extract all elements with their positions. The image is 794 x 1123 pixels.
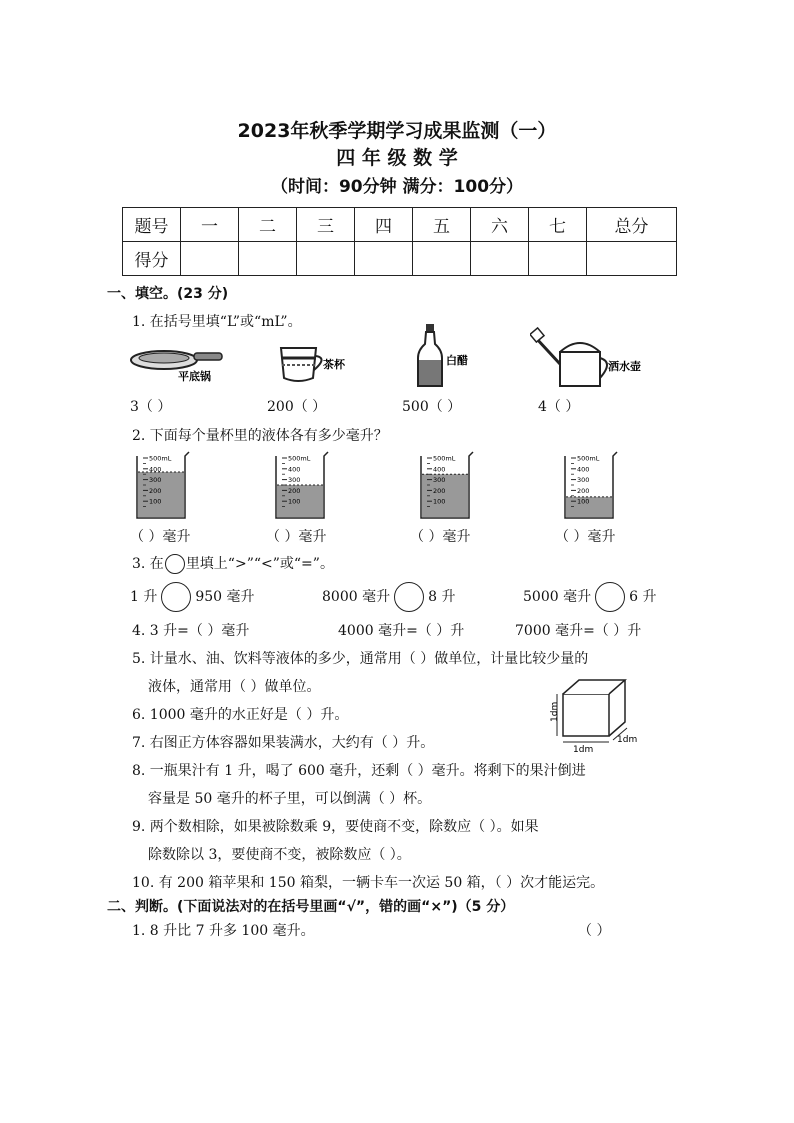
cup-tick-label: 400 <box>288 465 301 474</box>
score-input-cell[interactable] <box>413 242 471 276</box>
score-input-cell[interactable] <box>297 242 355 276</box>
cube-height-label: 1dm <box>550 701 560 722</box>
cup-tick-label: 200 <box>288 486 301 495</box>
compare-circle[interactable] <box>595 582 625 612</box>
q4-item-1[interactable]: 4. 3 升=（ ）毫升 <box>132 623 250 639</box>
teacup-icon <box>276 340 356 386</box>
cup-tick-label: 200 <box>433 486 446 495</box>
q10[interactable]: 10. 有 200 箱苹果和 150 箱梨，一辆卡车一次运 50 箱，（ ）次才能运完。 <box>132 875 605 891</box>
cup-tick-label: 300 <box>288 476 301 485</box>
cup-tick-label: 300 <box>149 476 162 485</box>
score-cell: 二 <box>239 208 297 242</box>
q9-line1[interactable]: 9. 两个数相除，如果被除数乘 9，要使商不变，除数应（ ）。如果 <box>132 819 539 835</box>
q8-line1[interactable]: 8. 一瓶果汁有 1 升，喝了 600 毫升，还剩（ ）毫升。将剩下的果汁倒进 <box>132 763 586 779</box>
cup-tick-label: 400 <box>149 465 162 474</box>
q2-answer-1[interactable]: （ ）毫升 <box>130 529 191 545</box>
q5-line2[interactable]: 液体，通常用（ ）做单位。 <box>148 679 321 695</box>
q3-item-1 <box>130 582 255 612</box>
cup-tick-label: 100 <box>433 497 446 506</box>
q1-answer-3[interactable]: 500（ ） <box>402 399 462 415</box>
score-input-cell[interactable] <box>587 242 677 276</box>
score-cell: 一 <box>181 208 239 242</box>
score-table-score-row <box>123 242 677 276</box>
vinegar-label: 白醋 <box>446 354 468 367</box>
cube-depth-label: 1dm <box>617 735 638 745</box>
s2-q1: 1. 8 升比 7 升多 100 毫升。 <box>132 923 315 939</box>
q3-left: 1 升 <box>130 589 158 605</box>
score-cell: 总分 <box>587 208 677 242</box>
measuring-cup-2 <box>272 446 332 522</box>
q1-answer-4[interactable]: 4（ ） <box>538 399 580 415</box>
compare-circle[interactable] <box>161 582 191 612</box>
watering-can-icon <box>530 326 660 390</box>
watering-can-label: 洒水壶 <box>608 360 641 373</box>
q3-left: 5000 毫升 <box>523 589 592 605</box>
score-cell: 题号 <box>123 208 181 242</box>
frying-pan-icon <box>128 338 228 386</box>
cup-tick-label: 500mL <box>149 454 172 463</box>
q1-answer-2[interactable]: 200（ ） <box>267 399 327 415</box>
cup-tick-label: 100 <box>149 497 162 506</box>
section2-heading: 二、判断。(下面说法对的在括号里画“√”，错的画“×”)（5 分） <box>107 899 515 915</box>
score-input-cell[interactable] <box>529 242 587 276</box>
q1-answer-1[interactable]: 3（ ） <box>130 399 172 415</box>
q4-item-3[interactable]: 7000 毫升=（ ）升 <box>515 623 642 639</box>
score-cell: 七 <box>529 208 587 242</box>
score-cell: 五 <box>413 208 471 242</box>
q3-right: 6 升 <box>629 589 657 605</box>
q3-stem-a: 3. 在 <box>132 556 164 572</box>
measuring-cup-1 <box>133 446 193 522</box>
q7[interactable]: 7. 右图正方体容器如果装满水，大约有（ ）升。 <box>132 735 435 751</box>
score-cell: 得分 <box>123 242 181 276</box>
q3-right: 8 升 <box>428 589 456 605</box>
q3-item-2 <box>322 582 455 612</box>
exam-subtitle: 四 年 级 数 学 <box>336 147 458 169</box>
cup-tick-label: 500mL <box>288 454 311 463</box>
q8-line2[interactable]: 容量是 50 毫升的杯子里，可以倒满（ ）杯。 <box>148 791 432 807</box>
cup-tick-label: 400 <box>577 465 590 474</box>
cup-tick-label: 100 <box>577 497 590 506</box>
q1-stem: 1. 在括号里填“L”或“mL”。 <box>132 314 302 330</box>
q5-line1[interactable]: 5. 计量水、油、饮料等液体的多少，通常用（ ）做单位，计量比较少量的 <box>132 651 589 667</box>
s2-q1-bracket[interactable]: （ ） <box>578 923 611 939</box>
q2-answer-4[interactable]: （ ）毫升 <box>555 529 616 545</box>
score-input-cell[interactable] <box>471 242 529 276</box>
measuring-cup-3 <box>417 446 477 522</box>
q2-answer-3[interactable]: （ ）毫升 <box>410 529 471 545</box>
cup-tick-label: 200 <box>577 486 590 495</box>
exam-title: 2023年秋季学期学习成果监测（一） <box>237 120 557 142</box>
q3-stem-b: 里填上“>”“<”或“=”。 <box>185 556 334 572</box>
cup-tick-label: 500mL <box>577 454 600 463</box>
frying-pan-label: 平底锅 <box>178 370 211 383</box>
cup-tick-label: 200 <box>149 486 162 495</box>
exam-time-score: （时间：90分钟 满分：100分） <box>270 177 524 197</box>
q4-item-2[interactable]: 4000 毫升=（ ）升 <box>338 623 465 639</box>
q2-stem: 2. 下面每个量杯里的液体各有多少毫升？ <box>132 428 388 444</box>
score-cell: 四 <box>355 208 413 242</box>
score-cell: 六 <box>471 208 529 242</box>
q6[interactable]: 6. 1000 毫升的水正好是（ ）升。 <box>132 707 349 723</box>
q3-item-3 <box>523 582 656 612</box>
score-table-header-row <box>123 208 677 242</box>
q3-stem <box>132 553 334 574</box>
cup-tick-label: 400 <box>433 465 446 474</box>
measuring-cup-4 <box>561 446 621 522</box>
circle-icon <box>165 554 185 574</box>
score-input-cell[interactable] <box>181 242 239 276</box>
section1-heading: 一、填空。(23 分) <box>107 286 229 302</box>
score-table <box>122 207 677 276</box>
cube-width-label: 1dm <box>573 745 594 755</box>
score-cell: 三 <box>297 208 355 242</box>
cup-tick-label: 300 <box>577 476 590 485</box>
q3-left: 8000 毫升 <box>322 589 391 605</box>
cup-tick-label: 500mL <box>433 454 456 463</box>
score-input-cell[interactable] <box>239 242 297 276</box>
score-input-cell[interactable] <box>355 242 413 276</box>
cube-diagram <box>543 676 643 756</box>
vinegar-bottle-icon <box>414 322 484 388</box>
teacup-label: 茶杯 <box>323 358 345 371</box>
compare-circle[interactable] <box>394 582 424 612</box>
cup-tick-label: 300 <box>433 476 446 485</box>
q2-answer-2[interactable]: （ ）毫升 <box>266 529 327 545</box>
q9-line2[interactable]: 除数除以 3，要使商不变，被除数应（ ）。 <box>148 847 411 863</box>
cup-tick-label: 100 <box>288 497 301 506</box>
q3-right: 950 毫升 <box>195 589 255 605</box>
